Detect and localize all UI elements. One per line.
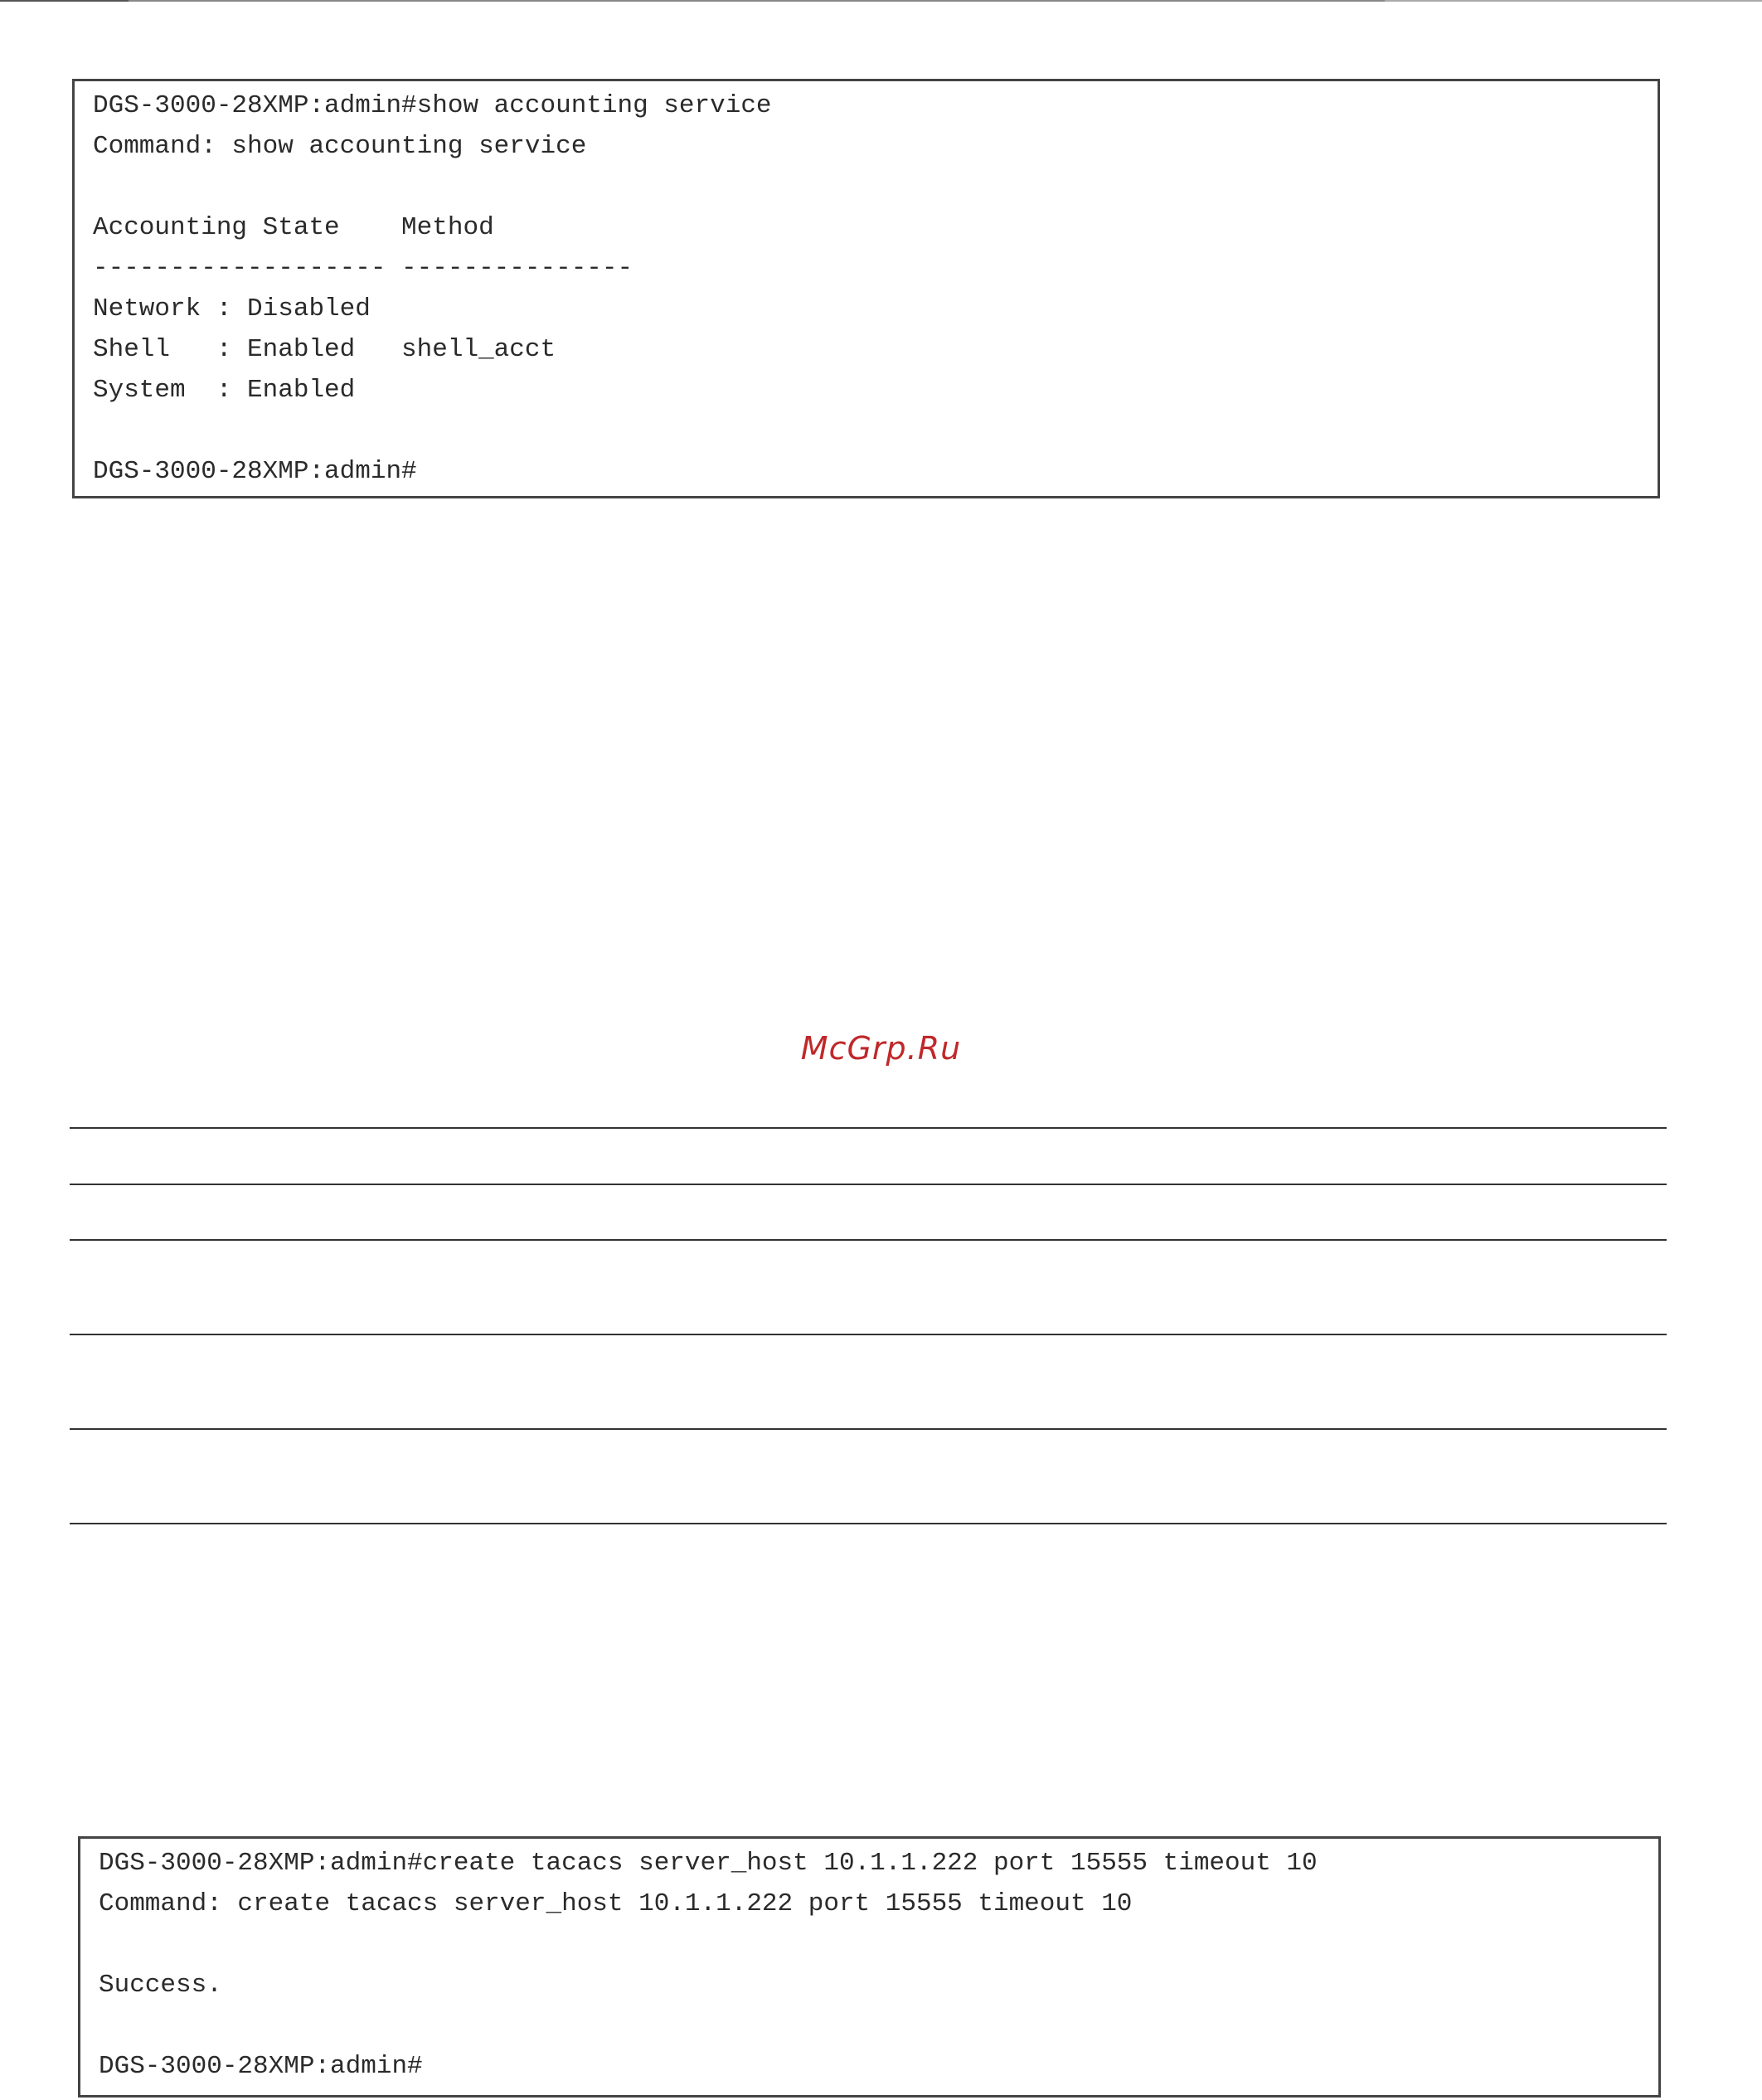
table-rule xyxy=(70,1334,1667,1335)
code-line: Shell : Enabled shell_acct xyxy=(93,335,556,364)
watermark: McGrp.Ru xyxy=(800,1030,962,1067)
code-block-create-tacacs-server-host xyxy=(78,1836,1661,2098)
table-rule xyxy=(70,1523,1667,1524)
table-rule xyxy=(70,1428,1667,1430)
top-rule-right xyxy=(1385,0,1762,2)
code-line: Command: show accounting service xyxy=(93,132,587,161)
code-line: System : Enabled xyxy=(93,376,356,405)
table-rule xyxy=(70,1184,1667,1185)
code-line: Success. xyxy=(99,1971,222,2000)
code-line: Command: create tacacs server_host 10.1.1.222 port 15555 timeout 10 xyxy=(99,1889,1133,1918)
code-line: Accounting State Method xyxy=(93,213,494,242)
table-rule xyxy=(70,1127,1667,1129)
top-rule-middle xyxy=(129,0,1385,2)
code-line: Network : Disabled xyxy=(93,294,371,323)
code-line: DGS-3000-28XMP:admin# xyxy=(99,2052,423,2081)
code-line: DGS-3000-28XMP:admin#show accounting service xyxy=(93,91,772,120)
code-line: ------------------- --------------- xyxy=(93,254,633,283)
code-block-show-accounting-service xyxy=(72,79,1660,498)
code-line: DGS-3000-28XMP:admin# xyxy=(93,457,417,486)
table-rule xyxy=(70,1239,1667,1241)
code-line: DGS-3000-28XMP:admin#create tacacs server_host 10.1.1.222 port 15555 timeout 10 xyxy=(99,1849,1318,1878)
top-rule-left xyxy=(0,0,129,2)
